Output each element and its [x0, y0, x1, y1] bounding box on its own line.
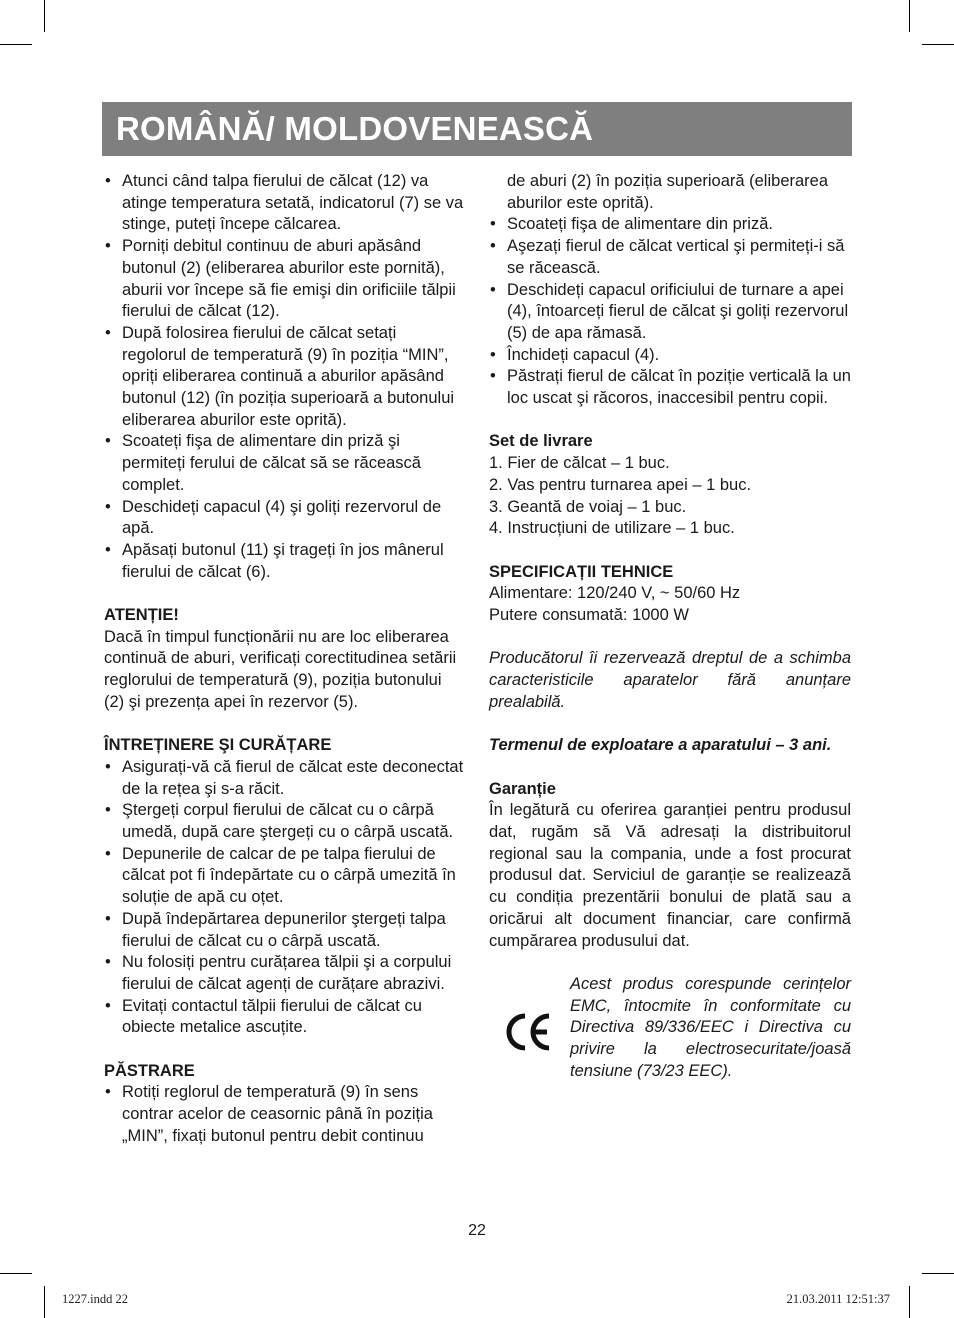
- date-slug: 21.03.2011 12:51:37: [786, 1292, 890, 1306]
- delivery-item: 2. Vas pentru turnarea apei – 1 buc.: [489, 475, 752, 494]
- attention-heading: ATENȚIE!: [104, 606, 179, 625]
- crop-mark: [909, 1286, 910, 1318]
- ce-text: Acest produs corespunde cerințelor EMC, întocmite în conformitate cu Directiva 89/336/EEC i Directiva cu privire la electrosecuritate/joasă tensiune (73/23 EEC).: [570, 974, 851, 1080]
- page-title: ROMÂNĂ/ MOLDOVENEASCĂ: [116, 110, 594, 147]
- section-header: [102, 102, 852, 156]
- lifetime-note: Termenul de exploatare a aparatului – 3 ani.: [489, 736, 832, 755]
- crop-mark: [922, 1273, 954, 1274]
- list-item: • Apăsați butonul (11) şi trageți în jos mânerul fierului de călcat (6).: [104, 540, 464, 583]
- spec-line: Putere consumată: 1000 W: [489, 606, 689, 625]
- page-number: 22: [468, 1222, 486, 1239]
- crop-mark: [0, 44, 32, 45]
- crop-mark: [44, 0, 45, 32]
- list-item: • Asigurați-vă că fierul de călcat este deconectat de la rețea şi s-a răcit.: [104, 757, 464, 800]
- left-column: [104, 171, 464, 1148]
- attention-text: Dacă în timpul funcționării nu are loc eliberarea continuă de aburi, verificați corectitudinea setării reglorului de temperatură (9), poziția butonului (2) şi prezența apei în rezervor (5).: [104, 627, 457, 711]
- delivery-heading: Set de livrare: [489, 432, 593, 451]
- right-column: [489, 171, 851, 1084]
- list-item: • După folosirea fierului de călcat setați regolorul de temperatură (9) în poziția “MIN”, opriți eliberarea continuă a aburilor apăsând butonul (12) (în poziția superioară a butonului eliberarea aburilor este oprită).: [104, 323, 464, 432]
- list-item: • Scoateți fişa de alimentare din priză.: [489, 214, 851, 236]
- crop-mark: [922, 44, 954, 45]
- list-item: • Păstrați fierul de călcat în poziție verticală la un loc uscat şi răcoros, inaccesibil pentru copii.: [489, 366, 851, 409]
- list-item: • Ştergeți corpul fierului de călcat cu o cârpă umedă, după care ştergeți cu o cârpă uscată.: [104, 800, 464, 843]
- delivery-item: 3. Geantă de voiaj – 1 buc.: [489, 497, 687, 516]
- list-item: • Închideți capacul (4).: [489, 345, 851, 367]
- list-item: • Atunci când talpa fierului de călcat (12) va atinge temperatura setată, indicatorul (7) se va stinge, puteți începe călcarea.: [104, 171, 464, 236]
- delivery-item: 1. Fier de călcat – 1 buc.: [489, 454, 670, 473]
- spec-line: Alimentare: 120/240 V, ~ 50/60 Hz: [489, 584, 741, 603]
- maintenance-heading: ÎNTREȚINERE ŞI CURĂȚARE: [104, 736, 332, 755]
- list-item: • Porniți debitul continuu de aburi apăsând butonul (2) (eliberarea aburilor este pornită), aburii vor începe să fie emişi din orificiile tălpii fierului de călcat (12).: [104, 236, 464, 323]
- list-item: • Deschideți capacul (4) şi goliți rezervorul de apă.: [104, 497, 464, 540]
- crop-mark: [44, 1286, 45, 1318]
- ce-conformity-icon: [505, 1012, 553, 1052]
- warranty-text: În legătură cu oferirea garanției pentru produsul dat, rugăm să Vă adresați la distribuitorul regional sau la compania, unde a fost procurat produsul dat. Serviciul de garanție se realizează cu condiția prezentării bonului de plată sau a oricărui alt document financiar, care confirmă cumpărarea produsului dat.: [489, 801, 851, 950]
- storage-heading: PĂSTRARE: [104, 1061, 195, 1080]
- crop-mark: [909, 0, 910, 32]
- list-item-continuation: de aburi (2) în poziția superioară (eliberarea aburilor este oprită).: [507, 172, 829, 212]
- list-item: • Aşezați fierul de călcat vertical şi permiteți-i să se răcească.: [489, 236, 851, 279]
- warranty-heading: Garanție: [489, 779, 556, 798]
- file-slug: 1227.indd 22: [62, 1292, 128, 1306]
- list-item: • Rotiți reglorul de temperatură (9) în sens contrar acelor de ceasornic până în poziția „MIN”, fixați butonul pentru debit continuu: [104, 1082, 464, 1147]
- crop-mark: [0, 1273, 32, 1274]
- delivery-item: 4. Instrucțiuni de utilizare – 1 buc.: [489, 519, 735, 538]
- list-item: • Nu folosiți pentru curățarea tălpii şi a corpului fierului de călcat agenți de curățare abrazivi.: [104, 952, 464, 995]
- ce-declaration: [489, 974, 851, 1084]
- list-item: • Scoateți fişa de alimentare din priză şi permiteți ferului de călcat să se răcească complet.: [104, 431, 464, 496]
- manufacturer-note: Producătorul îi rezervează dreptul de a schimba caracteristicile aparatelor fără anunțare prealabilă.: [489, 649, 851, 711]
- list-item: • După îndepărtarea depunerilor ştergeți talpa fierului de călcat cu o cârpă uscată.: [104, 909, 464, 952]
- list-item: • Depunerile de calcar de pe talpa fierului de călcat pot fi îndepărtate cu o cârpă umezită în soluție de apă cu oțet.: [104, 844, 464, 909]
- list-item: • Evitați contactul tălpii fierului de călcat cu obiecte metalice ascuțite.: [104, 996, 464, 1039]
- list-item: • Deschideți capacul orificiului de turnare a apei (4), întoarceți fierul de călcat şi goliți rezervorul (5) de apa rămasă.: [489, 280, 851, 345]
- specs-heading: SPECIFICAȚII TEHNICE: [489, 562, 674, 581]
